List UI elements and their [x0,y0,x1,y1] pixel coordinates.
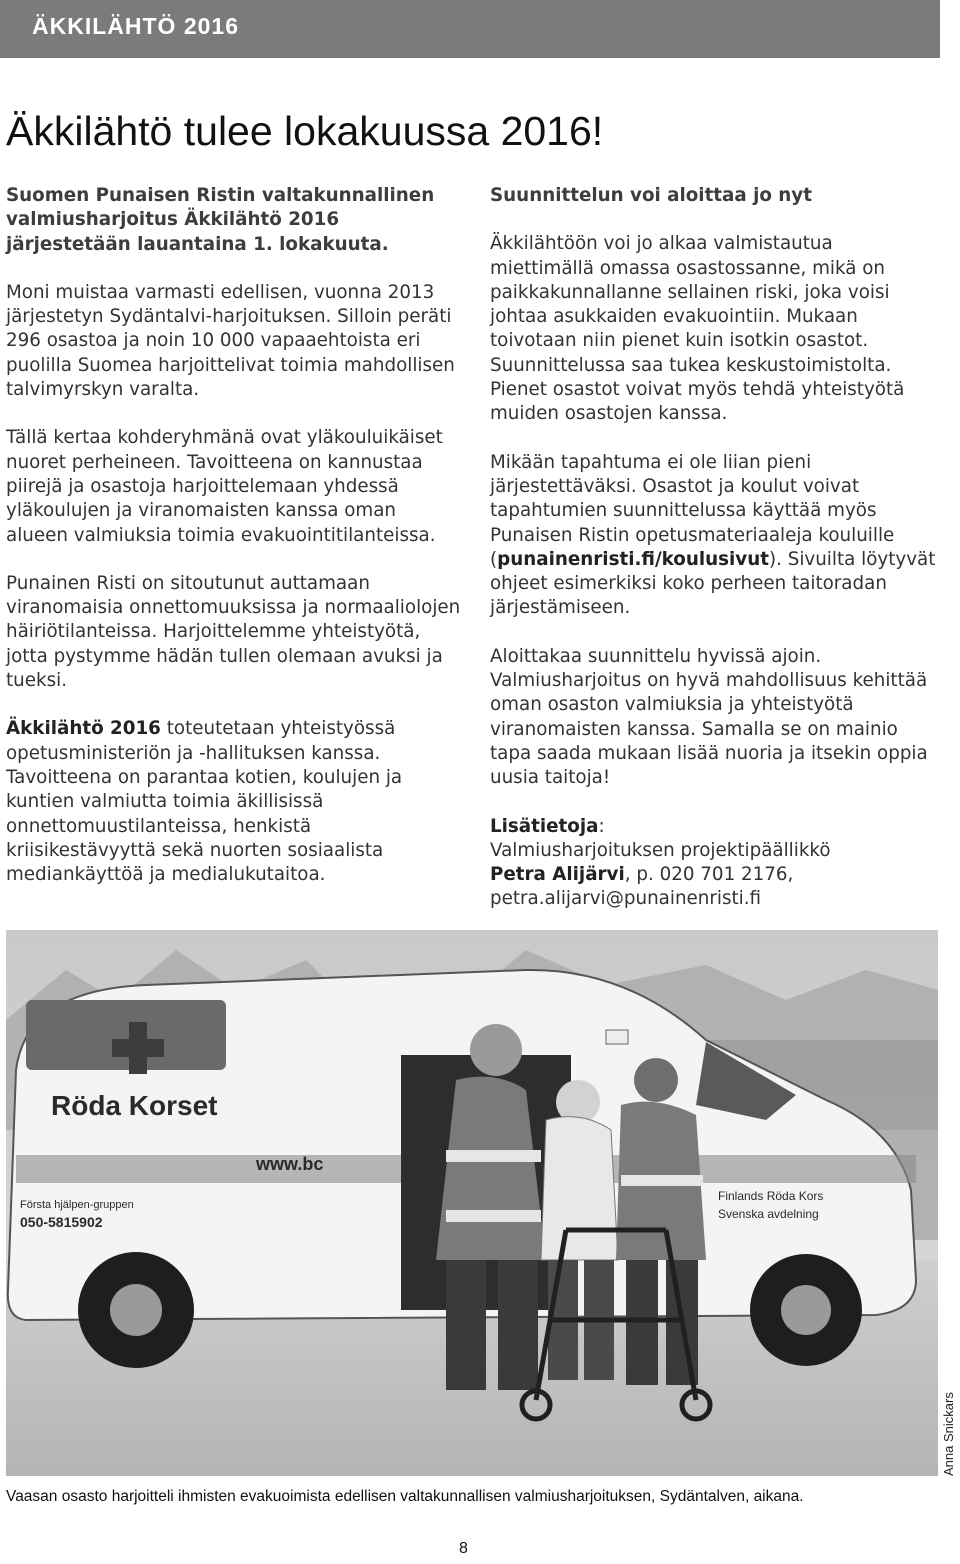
body-paragraph-1: Moni muistaa varmasti edellisen, vuonna 2013 järjestetyn Sydäntalvi-harjoituksen. Silloin peräti 296 osastoa ja noin 10 000 vapaaehtoista eri puolilla Suomea harjoittelivat toimia mahdollisen talvimyrskyn varalta. [6,281,455,401]
van-wheel-front [750,1254,862,1366]
body-paragraph-2: Tällä kertaa kohderyhmänä ovat yläkouluikäiset nuoret perheineen. Tavoitteena on kannustaa piirejä ja osastoja harjoittelemaan yhdessä yläkoulujen ja viranomaisten kanssa oman alueen valmiuksia toimia evakuointitilanteissa. [6,427,443,546]
school-page-link[interactable]: punainenristi.fi/koulusivut [497,548,769,570]
van-wheel-rear [78,1252,194,1368]
section-label: ÄKKILÄHTÖ 2016 [32,13,239,39]
lead-paragraph: Suomen Punaisen Ristin valtakunnallinen valmiusharjoitus Äkkilähtö 2016 järjestetään lauantaina 1. lokakuuta. [6,185,435,255]
van-web-text: www.bc [256,1154,324,1174]
van-door-text-2: 050-5815902 [20,1214,103,1230]
right-paragraph-2-end: ). Sivuilta löytyvät ohjeet esimerkiksi koko perheen taitoradan järjestämiseen. [490,548,936,619]
van-roof-light [606,1030,628,1044]
body-paragraph-4 [6,717,461,887]
van-side-text-1: Finlands Röda Kors [718,1189,824,1203]
van-rear-window [26,1000,226,1070]
event-name: Äkkilähtö 2016 [6,718,161,740]
contact-name: Petra Alijärvi [490,864,625,886]
right-paragraph-2-start: Mikään tapahtuma ei ole liian pieni järjestettäväksi. Osastot ja koulut voivat tapahtumien suunnittelussa käyttää myös Punaisen Ristin opetusmateriaaleja kouluille ( [490,451,895,570]
van-brand-text: Röda Korset [51,1090,218,1121]
contact-colon: : [598,815,605,837]
contact-email[interactable]: petra.alijarvi@punainenristi.fi [490,888,762,910]
left-column [6,184,461,911]
van-door-text-1: Första hjälpen-gruppen [20,1199,134,1211]
right-paragraph-1: Äkkilähtöön voi jo alkaa valmistautua miettimällä omassa osastossanne, mikä on paikkakunnallanne sellainen riski, joka voisi johtaa asukkaiden evakuointiin. Mukaan toivotaan niin pienet kuin isotkin osastot. Suunnittelussa saa tukea keskustoimistolta. Pienet osastot voivat myös tehdä yhteistyötä muiden osastojen kanssa. [490,233,905,425]
section-header-bar [0,0,940,58]
right-paragraph-2 [490,451,940,621]
contact-label: Lisätietoja [490,815,599,837]
right-paragraph-3: Aloittakaa suunnittelu hyvissä ajoin. Valmiusharjoitus on hyvä mahdollisuus kehittää oman osaston valmiuksia ja yhteistyötä viranomaisten kanssa. Samalla se on mainio tapa saada mukaan lisää nuoria ja itsekin oppia uusia taitoja! [490,645,928,789]
ambulance-photo [6,930,938,1476]
right-column [490,184,940,936]
van-side-text-2: Svenska avdelning [718,1207,819,1221]
contact-block [490,815,940,912]
contact-phone: , p. 020 701 2176, [624,864,794,886]
page-number: 8 [459,1540,468,1557]
contact-role: Valmiusharjoituksen projektipäällikkö [490,839,831,861]
article-title: Äkkilähtö tulee lokakuussa 2016! [6,108,604,154]
body-paragraph-3: Punainen Risti on sitoutunut auttamaan viranomaisia onnettomuuksissa ja normaaliolojen häiriötilanteissa. Harjoittelemme yhteistyötä, jotta pystymme hädän tullen olemaan avuksi ja tueksi. [6,572,461,692]
photo-caption: Vaasan osasto harjoitteli ihmisten evakuoimista edellisen valtakunnallisen valmiusharjoituksen, Sydäntalven, aikana. [6,1488,804,1505]
photo-illustration [6,930,938,1476]
section-subhead: Suunnittelun voi aloittaa jo nyt [490,185,812,206]
photo-credit: Anna Snickars [941,1392,956,1476]
body-paragraph-4-text: toteutetaan yhteistyössä opetusministeriön ja -hallituksen kanssa. Tavoitteena on parantaa kotien, koulujen ja kuntien valmiutta toimia äkillisissä onnettomuustilanteissa, henkistä kriisikestävyyttä sekä nuorten sosiaalista mediankäyttöä ja medialukutaitoa. [6,718,403,886]
